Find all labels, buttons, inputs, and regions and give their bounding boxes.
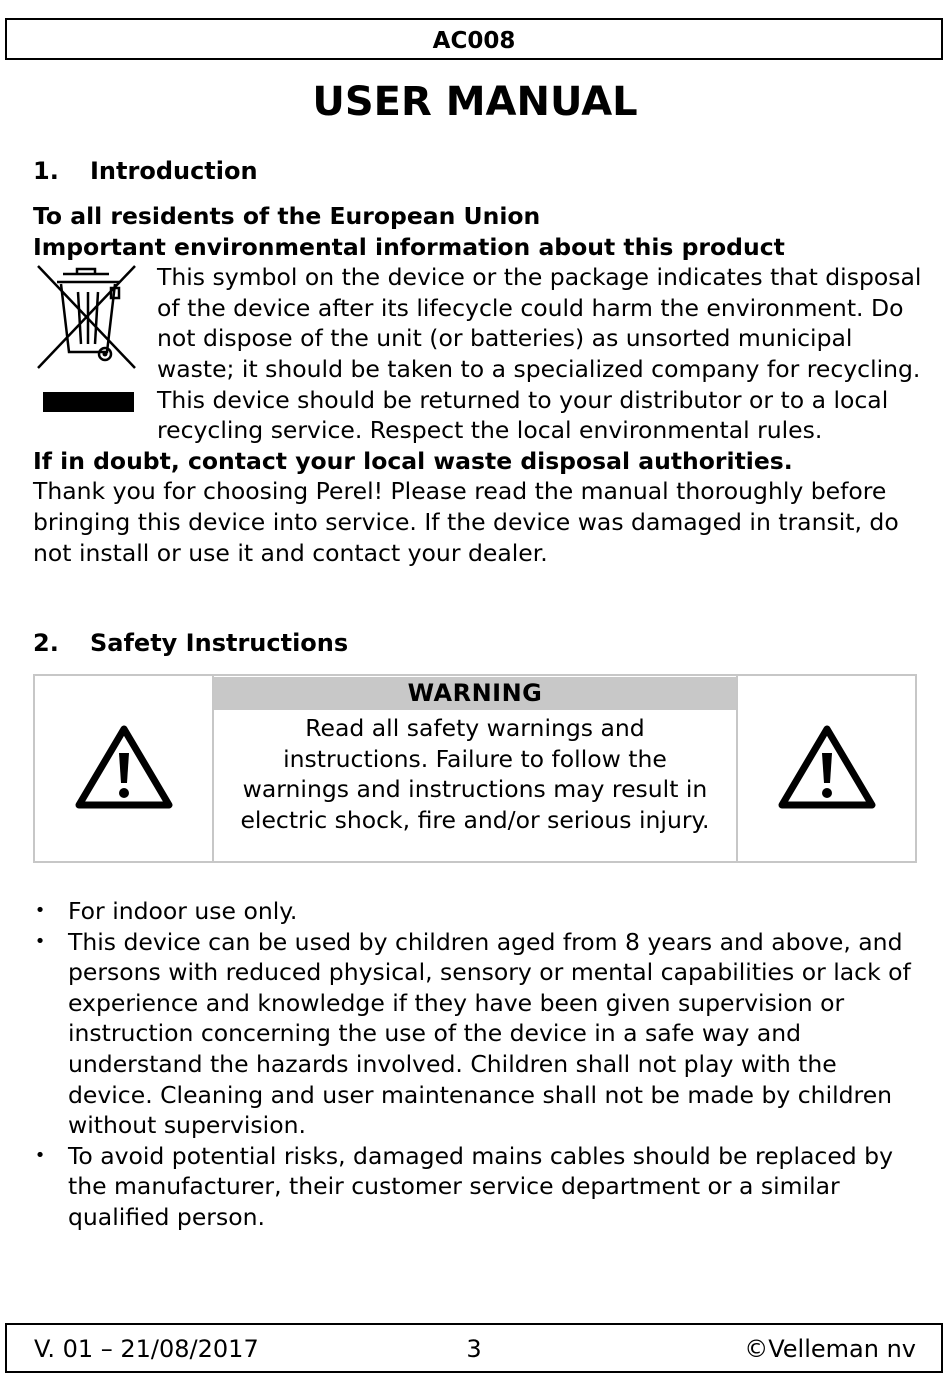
warning-table xyxy=(33,674,917,863)
warning-triangle-icon xyxy=(74,723,174,815)
weee-disposal-text: This symbol on the device or the package indicates that disposal of the device after its lifecycle could harm the environment. Do not dispose of the unit (or batteries) as unsorted municipal waste; it should be taken to a specialized company for recycling. This device should be returned to your distributor or to a local recycling service. Respect the local environmental rules. xyxy=(157,263,922,445)
footer-copyright: ©Velleman nv xyxy=(744,1335,916,1363)
introduction-body xyxy=(33,201,923,568)
section-1-number: 1. xyxy=(33,157,59,185)
safety-bullet-list xyxy=(33,896,923,1233)
warning-triangle-icon xyxy=(777,723,877,815)
list-item xyxy=(33,1141,923,1233)
bullet-text: To avoid potential risks, damaged mains cables should be replaced by the manufacturer, their customer service department or a similar qualified person. xyxy=(68,1141,893,1231)
weee-crossed-bin-icon xyxy=(33,262,157,422)
header-model-box xyxy=(5,18,943,60)
bullet-icon: • xyxy=(34,1144,46,1166)
list-item xyxy=(33,927,923,1141)
warning-table-center-cell xyxy=(214,676,736,861)
list-item xyxy=(33,896,923,927)
model-number: AC008 xyxy=(432,28,516,54)
warning-table-right-cell xyxy=(736,676,915,861)
section-1-title: Introduction xyxy=(90,157,258,185)
section-1-heading xyxy=(33,156,258,186)
footer xyxy=(5,1323,943,1373)
warning-title: WARNING xyxy=(214,677,736,710)
environment-heading: Important environmental information about this product xyxy=(33,232,785,261)
footer-version: V. 01 – 21/08/2017 xyxy=(34,1335,259,1363)
warning-text: Read all safety warnings and instructions. Failure to follow the warnings and instructions may result in electric shock, fire and/or serious injury. xyxy=(240,714,710,834)
bullet-icon: • xyxy=(34,900,46,921)
warning-table-left-cell xyxy=(35,676,214,861)
section-2-heading xyxy=(33,628,348,658)
bullet-text: This device can be used by children aged from 8 years and above, and persons with reduced physical, sensory or mental capabilities or lack of experience and knowledge if they have been given supervision or instruction concerning the use of the device in a safe way and understand the hazards involved. Children shall not play with the device. Cleaning and user maintenance shall not be made by children without supervision. xyxy=(68,927,911,1140)
bullet-text: For indoor use only. xyxy=(68,897,298,925)
footer-page-number: 3 xyxy=(466,1335,482,1363)
section-2-title: Safety Instructions xyxy=(90,629,349,657)
waste-authorities-note: If in doubt, contact your local waste disposal authorities. xyxy=(33,446,793,475)
section-2-number: 2. xyxy=(33,629,59,657)
eu-heading: To all residents of the European Union xyxy=(33,202,541,230)
page-title: USER MANUAL xyxy=(312,79,638,125)
bullet-icon: • xyxy=(34,930,46,952)
thank-you-text: Thank you for choosing Perel! Please read the manual thoroughly before bringing this device into service. If the device was damaged in transit, do not install or use it and contact your dealer. xyxy=(33,477,899,567)
